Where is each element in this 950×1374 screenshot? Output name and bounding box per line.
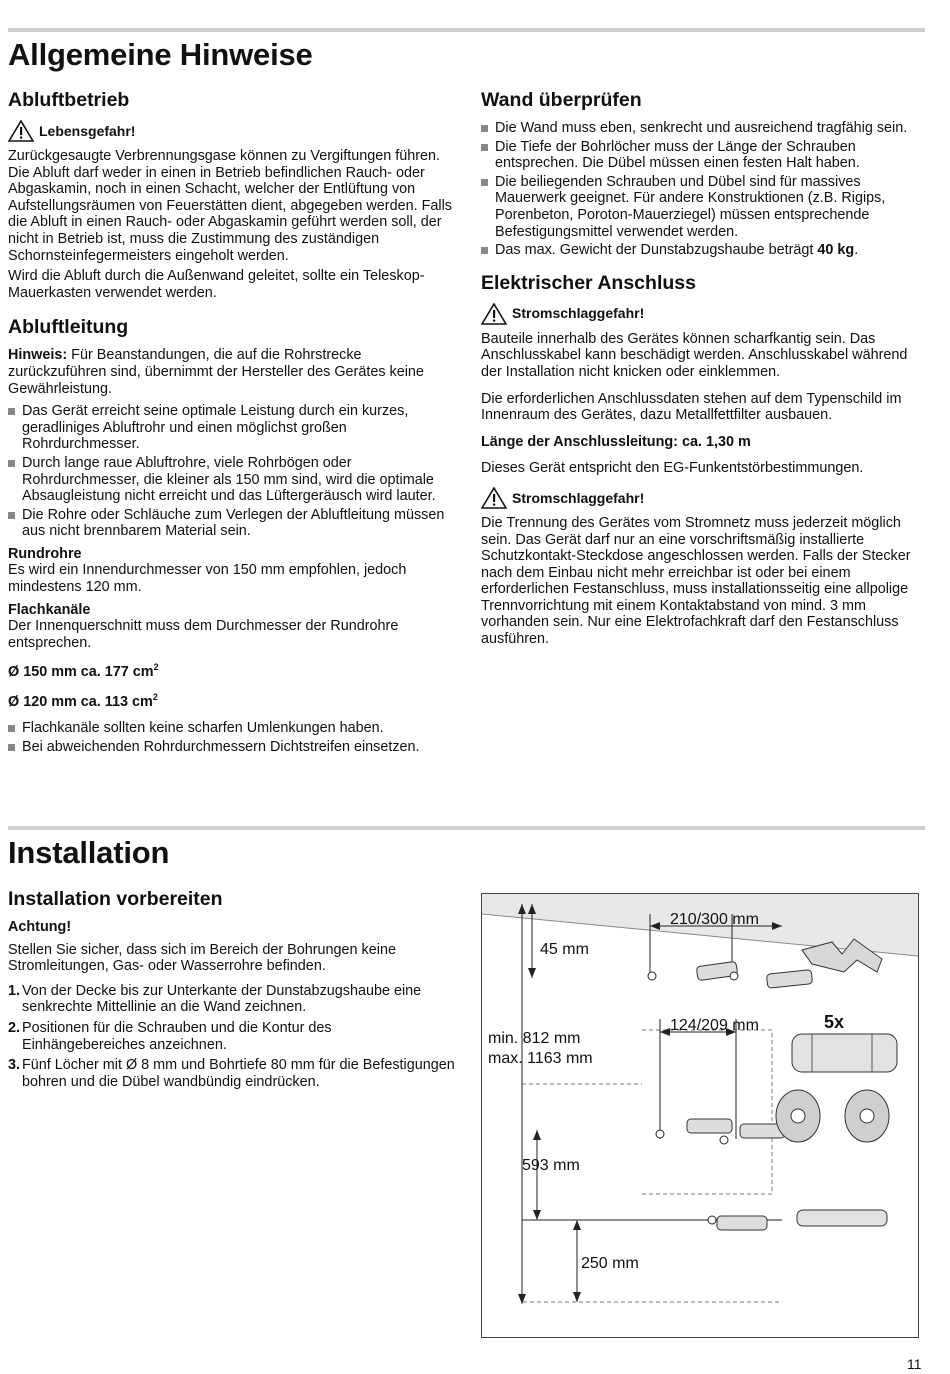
list-item bbox=[481, 242, 927, 259]
abluftleitung-list bbox=[8, 403, 453, 540]
square-bullet-icon bbox=[8, 408, 15, 415]
square-bullet-icon bbox=[8, 744, 15, 751]
flachkanaele-text: Der Innenquerschnitt muss dem Durchmesser der Rundrohre entsprechen. bbox=[8, 618, 399, 651]
list-item bbox=[481, 139, 927, 172]
elektrisch-paragraph-3: Dieses Gerät entspricht den EG-Funkentstörbestimmungen. bbox=[481, 460, 864, 477]
step-number: 2. bbox=[8, 1019, 21, 1036]
heading-wand-ueberpruefen: Wand überprüfen bbox=[481, 89, 642, 111]
formula-150-text: Ø 150 mm ca. 177 cm bbox=[8, 664, 154, 681]
list-item bbox=[8, 720, 453, 737]
list-item bbox=[8, 403, 453, 453]
subheading-flachkanaele: Flachkanäle bbox=[8, 601, 91, 618]
list-item-text: Die Tiefe der Bohrlöcher muss der Länge der Schrauben entsprechen. Die Dübel müssen einen festen Halt haben. bbox=[495, 138, 860, 172]
warning-triangle-icon bbox=[8, 120, 34, 142]
dowel-screw-middle-left-icon bbox=[656, 1119, 732, 1138]
step-item bbox=[8, 1057, 456, 1090]
washer-disc-right-icon bbox=[845, 1090, 889, 1142]
list-item-text: Die beiliegenden Schrauben und Dübel sind für massives Mauerwerk geeignet. Für andere Konstruktionen (z.B. Rigips, Porenbeton, Poroton-Mauerziegel) müssen entsprechende Befestigungsmittel verwendet werden. bbox=[495, 173, 886, 240]
list-item bbox=[481, 120, 927, 137]
installation-diagram bbox=[481, 893, 919, 1338]
abluftbetrieb-paragraph-2: Wird die Abluft durch die Außenwand geleitet, sollte ein Teleskop-Mauerkasten verwendet werden. bbox=[8, 268, 425, 301]
step-number: 1. bbox=[8, 982, 21, 999]
flachkanaele-list bbox=[8, 720, 453, 755]
list-item-end: . bbox=[854, 242, 859, 259]
hinweis-paragraph bbox=[8, 347, 453, 397]
hinweis-label: Hinweis: bbox=[8, 347, 68, 364]
dowel-screw-top-left-icon bbox=[648, 961, 738, 980]
dimension-label-max-1163: max. 1163 mm bbox=[488, 1050, 593, 1067]
dimension-label-593: 593 mm bbox=[522, 1157, 580, 1174]
dimension-label-min-812: min. 812 mm bbox=[488, 1030, 581, 1047]
left-column bbox=[8, 88, 453, 761]
wand-list bbox=[481, 120, 927, 259]
rundrohre-text: Es wird ein Innendurchmesser von 150 mm empfohlen, jedoch mindestens 120 mm. bbox=[8, 562, 407, 596]
heading-abluftleitung: Abluftleitung bbox=[8, 316, 129, 339]
page-number: 11 bbox=[907, 1356, 922, 1372]
square-bullet-icon bbox=[481, 179, 488, 186]
dowel-screw-lower-icon bbox=[708, 1210, 887, 1230]
list-item bbox=[8, 739, 453, 756]
dowel-large-icon bbox=[792, 1034, 897, 1072]
hood-outline-bottom bbox=[522, 1184, 782, 1302]
list-item-text: Die Wand muss eben, senkrecht und ausreichend tragfähig sein. bbox=[495, 120, 908, 136]
heading-abluftbetrieb: Abluftbetrieb bbox=[8, 89, 130, 111]
step-number: 3. bbox=[8, 1057, 21, 1074]
step-item bbox=[8, 983, 456, 1016]
abluftbetrieb-paragraph-1: Zurückgesaugte Verbrennungsgase können zu Vergiftungen führen. Die Abluft darf weder in einen in Betrieb befindlichen Rauch- oder Abgaskamin, noch in einen Schacht, welcher der Entlüftung von Aufstellungsräumen von Feuerstätten dient, abgegeben werden. Falls die Abluft in einen Rauch- oder Abgaskamin geführt werden soll, der nicht in Betrieb ist, muss die Zustimmung des zuständigen Schornsteinfegermeisters eingeholt werden. bbox=[8, 148, 452, 264]
list-item bbox=[8, 455, 453, 505]
warning-stromschlag-2 bbox=[481, 487, 927, 509]
square-bullet-icon bbox=[481, 125, 488, 132]
square-bullet-icon bbox=[8, 512, 15, 519]
formula-120 bbox=[8, 689, 453, 710]
achtung-label: Achtung! bbox=[8, 919, 72, 935]
right-column bbox=[481, 88, 927, 654]
weight-value: 40 kg bbox=[817, 242, 855, 259]
warning-label: Stromschlaggefahr! bbox=[512, 305, 645, 322]
arrow-icon bbox=[660, 1028, 670, 1036]
warning-label: Stromschlaggefahr! bbox=[512, 489, 645, 506]
square-bullet-icon bbox=[481, 144, 488, 151]
quantity-label: 5x bbox=[824, 1012, 845, 1032]
installation-drawing bbox=[482, 894, 918, 1337]
warning-stromschlag-1 bbox=[481, 303, 927, 325]
subheading-rundrohre: Rundrohre bbox=[8, 545, 82, 562]
step-item bbox=[8, 1020, 456, 1053]
list-item bbox=[8, 507, 453, 540]
achtung-text: Stellen Sie sicher, dass sich im Bereich der Bohrungen keine Stromleitungen, Gas- oder Wasserrohre befinden. bbox=[8, 941, 396, 975]
formula-150-sup: 2 bbox=[153, 662, 159, 673]
elektrisch-paragraph-1: Bauteile innerhalb des Gerätes können scharfkantig sein. Das Anschlusskabel kann beschädigt werden. Anschlusskabel während der Installation nicht knicken oder einklemmen. bbox=[481, 330, 908, 380]
anschlussleitung-laenge: Länge der Anschlussleitung: ca. 1,30 m bbox=[481, 433, 751, 450]
formula-120-sup: 2 bbox=[152, 691, 158, 702]
list-item-text: Bei abweichenden Rohrdurchmessern Dichtstreifen einsetzen. bbox=[22, 738, 420, 755]
heading-elektrischer-anschluss: Elektrischer Anschluss bbox=[481, 271, 696, 294]
list-item bbox=[481, 174, 927, 240]
arrow-icon bbox=[533, 1210, 541, 1220]
installation-steps bbox=[8, 983, 456, 1091]
step-text: Von der Decke bis zur Unterkante der Dunstabzugshaube eine senkrechte Mittellinie an die Wand zeichnen. bbox=[22, 982, 422, 1016]
elektrisch-paragraph-4: Die Trennung des Gerätes vom Stromnetz muss jederzeit möglich sein. Das Gerät darf nur an eine vorschriftsmäßig installierte Schutzkontakt-Steckdose angeschlossen werden. Falls der Stecker nach dem Einbau nicht mehr erreichbar ist oder bei einem erforderlichen Festanschluss, muss installationsseitig eine allpolige Trennvorrichtung mit einem Kontaktabstand von mind. 3 mm vorhanden sein. Nur eine Elektrofachkraft darf den Festanschluss ausführen. bbox=[481, 514, 911, 648]
square-bullet-icon bbox=[481, 247, 488, 254]
list-item-text: Durch lange raue Abluftrohre, viele Rohrbögen oder Rohrdurchmesser, die kleiner als 150 mm sind, wird die optimale Absaugleistung nicht erreicht und das Lüftergeräusch wird lauter. bbox=[22, 454, 436, 505]
heading-installation-vorbereiten: Installation vorbereiten bbox=[8, 888, 223, 910]
list-item-text: Flachkanäle sollten keine scharfen Umlenkungen haben. bbox=[22, 720, 384, 737]
list-item-text: Die Rohre oder Schläuche zum Verlegen der Abluftleitung müssen aus nicht brennbarem Material sein. bbox=[22, 506, 445, 540]
step-text: Fünf Löcher mit Ø 8 mm und Bohrtiefe 80 mm für die Befestigungen bohren und die Dübel wandbündig eindrücken. bbox=[22, 1057, 455, 1090]
dimension-label-250: 250 mm bbox=[581, 1255, 639, 1272]
section-title-installation: Installation bbox=[8, 835, 170, 870]
section-rule-top bbox=[8, 28, 925, 32]
list-item-text: Das Gerät erreicht seine optimale Leistung durch ein kurzes, geradliniges Abluftrohr und einen möglichst großen Rohrdurchmesser. bbox=[22, 403, 409, 453]
warning-triangle-icon bbox=[481, 487, 507, 509]
installation-text-column bbox=[8, 887, 456, 1094]
step-text: Positionen für die Schrauben und die Kontur des Einhängebereiches anzeichnen. bbox=[22, 1019, 332, 1053]
hinweis-text: Für Beanstandungen, die auf die Rohrstrecke zurückzuführen sind, übernimmt der Hersteller des Gerätes keine Gewährleistung. bbox=[8, 347, 424, 397]
section-rule-installation bbox=[8, 826, 925, 830]
dimension-label-210-300: 210/300 mm bbox=[670, 911, 759, 928]
formula-120-text: Ø 120 mm ca. 113 cm bbox=[8, 693, 153, 710]
hood-outline bbox=[642, 1030, 772, 1194]
washer-disc-left-icon bbox=[776, 1090, 820, 1142]
warning-lebensgefahr bbox=[8, 120, 453, 142]
warning-label: Lebensgefahr! bbox=[39, 122, 136, 139]
elektrisch-paragraph-2: Die erforderlichen Anschlussdaten stehen auf dem Typenschild im Innenraum des Gerätes, dazu Metallfettfilter ausbauen. bbox=[481, 390, 902, 424]
square-bullet-icon bbox=[8, 460, 15, 467]
arrow-icon bbox=[533, 1130, 541, 1140]
dimension-label-124-209: 124/209 mm bbox=[670, 1017, 759, 1034]
square-bullet-icon bbox=[8, 725, 15, 732]
arrow-icon bbox=[528, 968, 536, 978]
arrow-icon bbox=[573, 1292, 581, 1302]
dimension-label-45: 45 mm bbox=[540, 941, 589, 958]
list-item-text: Das max. Gewicht der Dunstabzugshaube beträgt bbox=[495, 242, 818, 259]
formula-150 bbox=[8, 659, 453, 680]
arrow-icon bbox=[573, 1220, 581, 1230]
dowel-screw-top-right-icon bbox=[730, 970, 813, 989]
warning-triangle-icon bbox=[481, 303, 507, 325]
section-title-allgemeine-hinweise: Allgemeine Hinweise bbox=[8, 37, 313, 72]
